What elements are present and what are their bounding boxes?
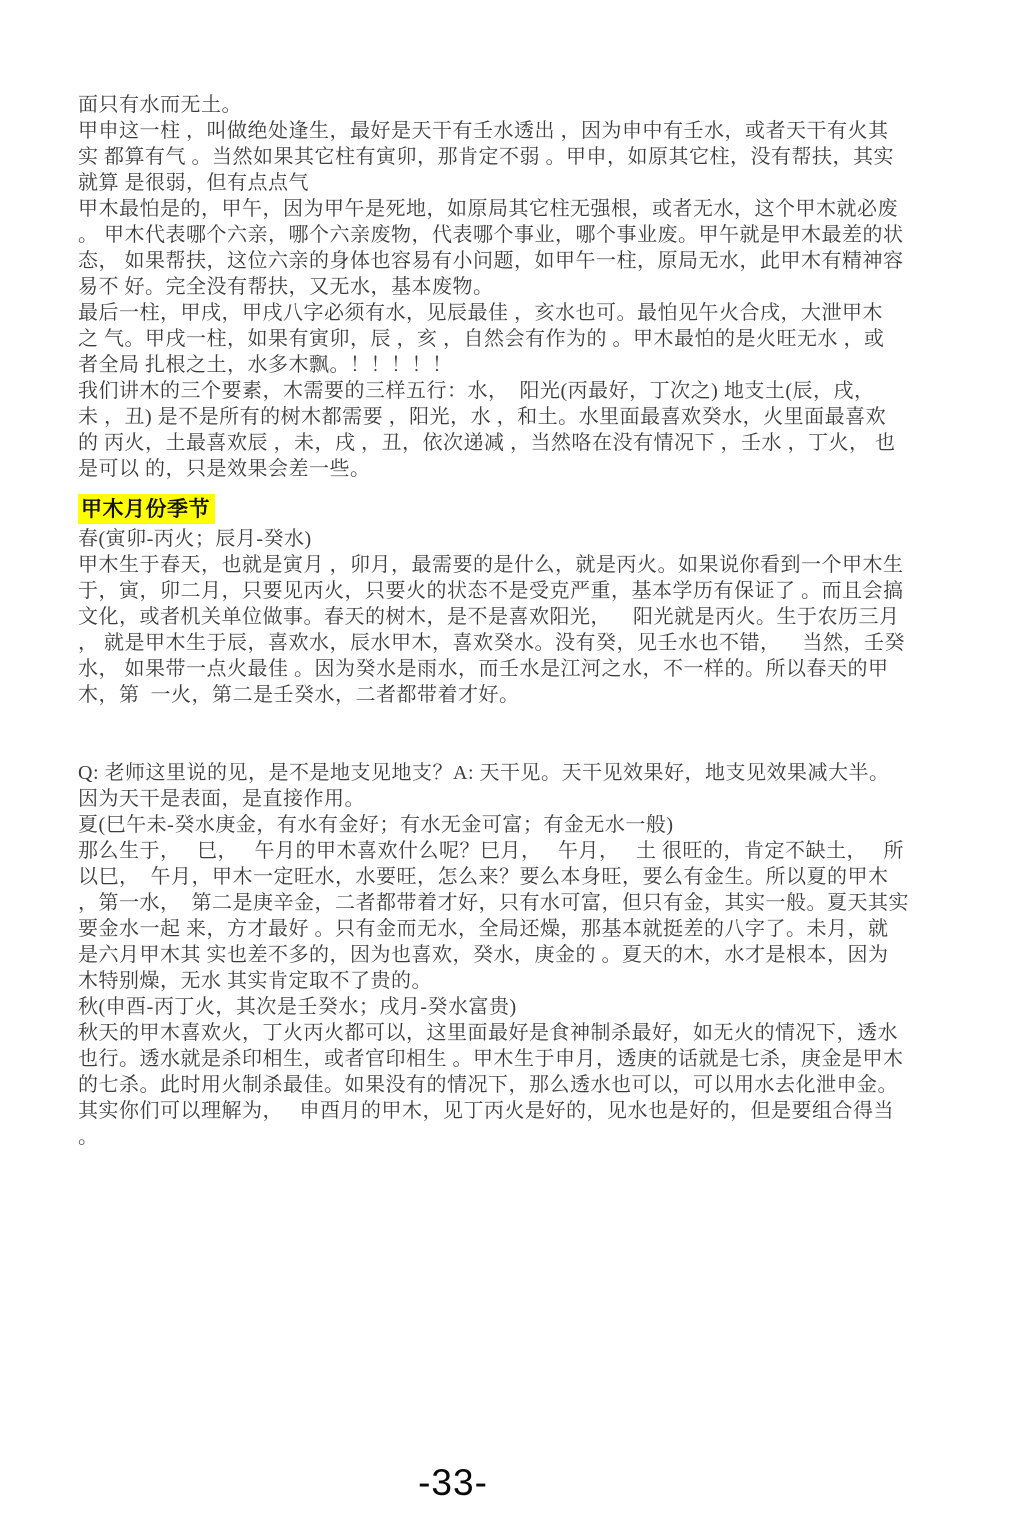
text-line: 是六月甲木其 实也差不多的，因为也喜欢，癸水，庚金的 。夏天的木，水才是根本，因为 — [78, 944, 889, 966]
text-line: 之 气。甲戌一柱，如果有寅卯，辰 ，亥 ，自然会有作为的 。甲木最怕的是火旺无水 ，或 — [78, 328, 885, 350]
text-line: 的 丙火，土最喜欢辰 ，未，戌 ，丑，依次递减 ，当然咯在没有情况下 ，壬水 ，丁火， 也 — [78, 432, 896, 454]
text-line: 木，第 一火，第二是壬癸水，二者都带着才好。 — [78, 684, 520, 706]
text-line: 者全局 扎根之土，水多木飘。！！！！！ — [78, 354, 453, 376]
section-heading-line — [78, 494, 956, 524]
blank-line — [78, 734, 956, 760]
text-line: ，第一水， 第二是庚辛金，二者都带着才好，只有水可富，但只有金，其实一般。夏天其实 — [78, 892, 909, 914]
text-line: 于，寅，卯二月，只要见丙火，只要火的状态不是受克严重，基本学历有保证了 。而且会搞 — [78, 580, 904, 602]
text-line: 最后一柱，甲戌，甲戌八字必须有水，见辰最佳 ，亥水也可。最怕见午火合戌，大泄甲木 — [78, 302, 883, 324]
highlighted-section-heading: 甲木月份季节 — [78, 494, 215, 524]
text-line: 其实你们可以理解为， 申酉月的甲木，见丁丙火是好的，见水也是好的，但是要组合得当 — [78, 1100, 894, 1122]
text-line: 也行。透水就是杀印相生，或者官印相生 。甲木生于申月，透庚的话就是七杀，庚金是甲木 — [78, 1048, 904, 1070]
text-line: 是可以 的，只是效果会差一些。 — [78, 458, 371, 480]
text-line: Q: 老师这里说的见，是不是地支见地支？A: 天干见。天干见效果好，地支见效果减大半。 — [78, 762, 890, 784]
text-line: 要金水一起 来，方才最好 。只有金而无水，全局还燥，那基本就挺差的八字了。未月，就 — [78, 918, 889, 940]
text-line: 春(寅卯-丙火；辰月-癸水) — [78, 528, 312, 550]
text-line: 易不 好。完全没有帮扶，又无水，基本废物。 — [78, 276, 494, 298]
text-line: 面只有水而无土。 — [78, 94, 242, 116]
text-line: 秋(申酉-丙丁火，其次是壬癸水；戌月-癸水富贵) — [78, 996, 517, 1018]
text-line: 甲木最怕是的，甲午，因为甲午是死地，如原局其它柱无强根，或者无水，这个甲木就必废 — [78, 198, 898, 220]
text-line: 甲申这一柱 ，叫做绝处逢生，最好是天干有壬水透出 ，因为申中有壬水，或者天干有火其 — [78, 120, 889, 142]
blank-line — [78, 708, 956, 734]
page-number: -33- — [418, 1462, 488, 1503]
document-body — [78, 92, 956, 1150]
text-line: 就算 是很弱，但有点点气 — [78, 172, 309, 194]
text-line: ， 就是甲木生于辰，喜欢水，辰水甲木，喜欢癸水。没有癸，见壬水也不错， 当然，壬癸 — [78, 632, 905, 654]
text-line: 文化，或者机关单位做事。春天的树木，是不是喜欢阳光， 阳光就是丙火。生于农历三月 — [78, 606, 900, 628]
text-line: 的七杀。此时用火制杀最佳。如果没有的情况下，那么透水也可以，可以用水去化泄申金。 — [78, 1074, 898, 1096]
text-line: 水， 如果带一点火最佳 。因为癸水是雨水，而壬水是江河之水，不一样的。所以春天的甲 — [78, 658, 889, 680]
text-line: 我们讲木的三个要素，木需要的三样五行：水， 阳光(丙最好，丁次之) 地支土(辰，戌， — [78, 380, 875, 402]
text-line: 那么生于， 巳， 午月的甲木喜欢什么呢？巳月， 午月， 土 很旺的，肯定不缺土， 所 — [78, 840, 904, 862]
text-line: 实 都算有气 。当然如果其它柱有寅卯，那肯定不弱 。甲申，如原其它柱，没有帮扶，其实 — [78, 146, 894, 168]
text-line: 因为天干是表面，是直接作用。 — [78, 788, 365, 810]
text-line: 木特别燥，无水 其实肯定取不了贵的。 — [78, 970, 432, 992]
text-line: 未 ，丑) 是不是所有的树木都需要 ，阳光，水 ，和土。水里面最喜欢癸水，火里面最喜欢 — [78, 406, 887, 428]
text-line: 。 — [78, 1126, 99, 1148]
text-line: 夏(巳午未-癸水庚金，有水有金好；有水无金可富；有金无水一般) — [78, 814, 674, 836]
text-line: 秋天的甲木喜欢火，丁火丙火都可以，这里面最好是食神制杀最好，如无火的情况下，透水 — [78, 1022, 898, 1044]
text-line: 甲木生于春天，也就是寅月 ，卯月，最需要的是什么，就是丙火。如果说你看到一个甲木生 — [78, 554, 904, 576]
text-line: 以巳， 午月，甲木一定旺水，水要旺，怎么来？要么本身旺，要么有金生。所以夏的甲木 — [78, 866, 889, 888]
text-line: 。 甲木代表哪个六亲，哪个六亲废物，代表哪个事业，哪个事业废。甲午就是甲木最差的状 — [78, 224, 904, 246]
text-line: 态， 如果帮扶，这位六亲的身体也容易有小问题，如甲午一柱，原局无水，此甲木有精神容 — [78, 250, 904, 272]
